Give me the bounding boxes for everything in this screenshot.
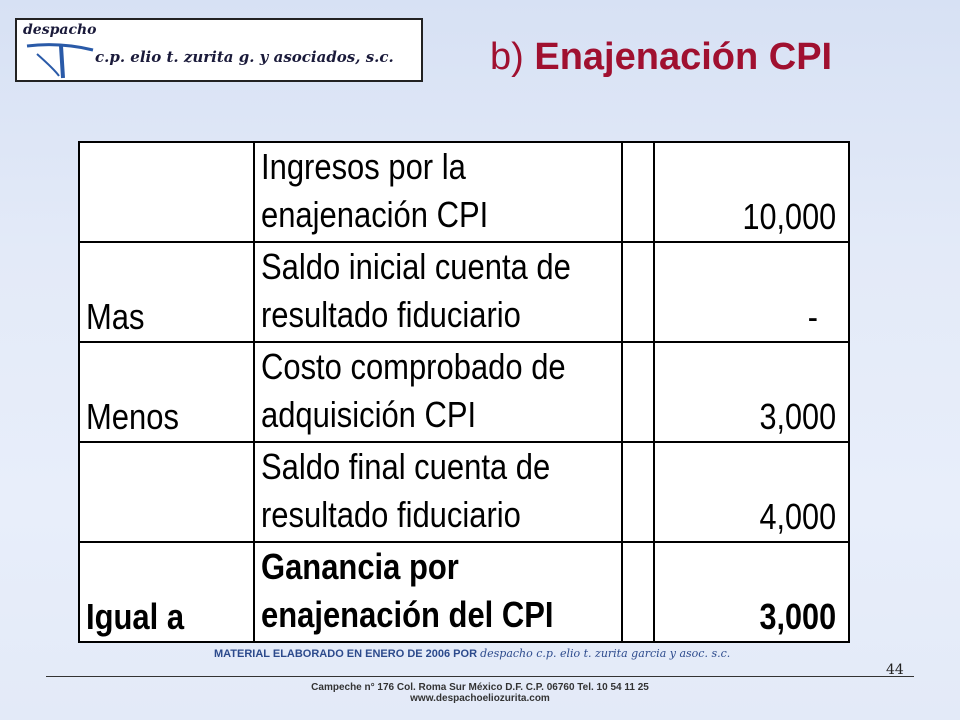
table-row	[79, 142, 849, 242]
logo-word: despacho	[23, 22, 97, 38]
address-line: Campeche n° 176 Col. Roma Sur México D.F. C.P. 06760 Tel. 10 54 11 25	[311, 682, 649, 693]
row-concept: Ingresos por la enajenación CPI	[254, 142, 622, 242]
slide-title	[490, 36, 832, 79]
row-amount: 3,000	[654, 542, 849, 642]
row-label	[79, 442, 254, 542]
footer-signature: despacho c.p. elio t. zurita garcia y asoc. s.c.	[480, 647, 731, 660]
row-concept: Saldo final cuenta de resultado fiduciario	[254, 442, 622, 542]
footer-note-text: MATERIAL ELABORADO EN ENERO DE 2006 POR	[214, 648, 478, 660]
row-amount: 4,000	[654, 442, 849, 542]
website-line: www.despachoeliozurita.com	[410, 693, 550, 704]
table-row-total	[79, 542, 849, 642]
row-amount: 10,000	[654, 142, 849, 242]
footer-divider	[46, 676, 914, 677]
row-label: Menos	[79, 342, 254, 442]
footer-address	[0, 682, 960, 704]
row-label: Mas	[79, 242, 254, 342]
row-amount: -	[654, 242, 849, 342]
title-main: Enajenación CPI	[534, 36, 833, 78]
row-spacer	[622, 142, 654, 242]
logo-company-name: c.p. elio t. zurita g. y asociados, s.c.	[95, 48, 394, 66]
page-number: 44	[886, 662, 904, 678]
enajenacion-table	[78, 141, 850, 643]
row-spacer	[622, 242, 654, 342]
row-concept: Saldo inicial cuenta de resultado fiduciario	[254, 242, 622, 342]
table-row	[79, 242, 849, 342]
table-row	[79, 342, 849, 442]
title-prefix: b)	[490, 36, 524, 78]
table-row	[79, 442, 849, 542]
row-amount: 3,000	[654, 342, 849, 442]
row-spacer	[622, 542, 654, 642]
footer-note	[214, 647, 730, 660]
row-label	[79, 142, 254, 242]
row-concept: Ganancia por enajenación del CPI	[254, 542, 622, 642]
logo-mark-icon	[25, 40, 95, 80]
row-concept: Costo comprobado de adquisición CPI	[254, 342, 622, 442]
row-spacer	[622, 442, 654, 542]
company-logo	[15, 18, 423, 82]
row-label: Igual a	[79, 542, 254, 642]
row-spacer	[622, 342, 654, 442]
